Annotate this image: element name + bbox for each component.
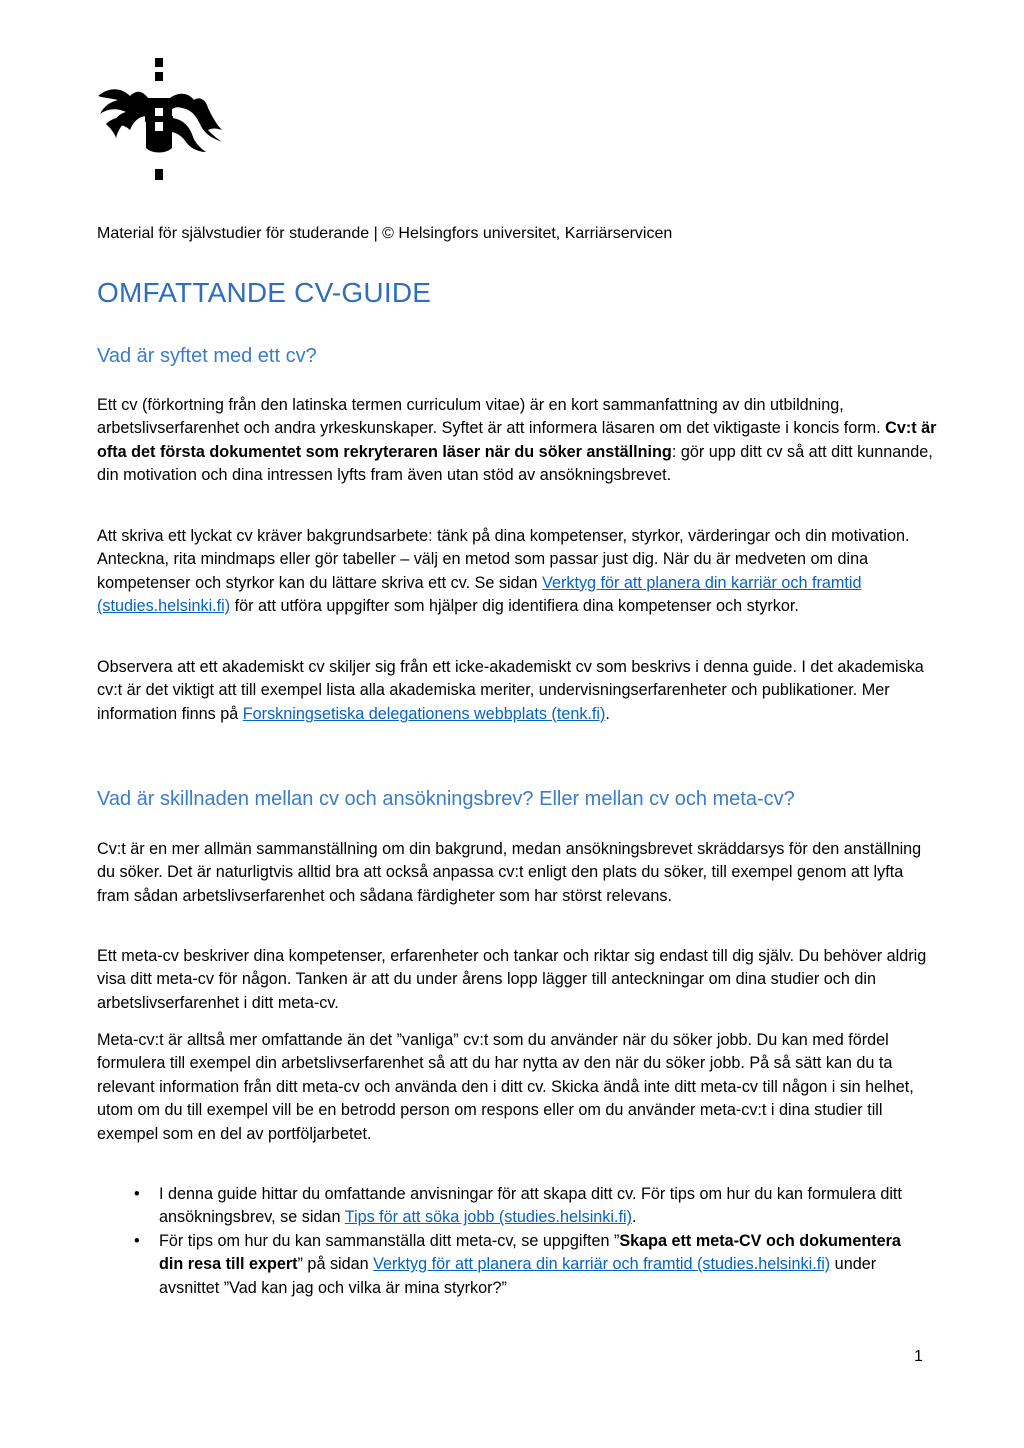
section-heading-difference: Vad är skillnaden mellan cv och ansökningsbrev? Eller mellan cv och meta-cv? <box>97 788 795 810</box>
text-span: För tips om hur du kan sammanställa ditt meta-cv, se uppgiften ” <box>159 1231 620 1250</box>
text-span: ” på sidan <box>297 1255 374 1274</box>
text-span: för att utföra uppgifter som hjälper dig identifiera dina kompetenser och styrkor. <box>230 597 799 616</box>
text-span: . <box>605 704 610 723</box>
bullet-icon: • <box>134 1231 140 1250</box>
header-attribution: Material för självstudier för studerande | © Helsingfors universitet, Karriärservicen <box>97 225 673 242</box>
text-span: Att skriva ett lyckat cv kräver bakgrundsarbete: tänk på dina kompetenser, styrkor, värderingar och din motivation. Anteckna, rita mindmaps eller gör tabeller – välj en metod som passar just dig. När du är medveten om dina kompetenser och styrkor kan du lättare skriva ett cv. Se sidan <box>97 527 910 592</box>
page-number: 1 <box>914 1348 923 1365</box>
link-career-tools[interactable]: Verktyg för att planera din karriär och framtid (studies.helsinki.fi) <box>97 573 862 616</box>
link-career-tools-2[interactable]: Verktyg för att planera din karriär och framtid (studies.helsinki.fi) <box>373 1255 831 1274</box>
paragraph-cv-definition <box>97 394 937 488</box>
university-logo-icon <box>96 58 224 182</box>
text-span: : gör upp ditt cv så att ditt kunnande, din motivation och dina intressen lyfts fram även utan stöd av ansökningsbrevet. <box>97 442 933 485</box>
section-heading-purpose: Vad är syftet med ett cv? <box>97 345 317 367</box>
paragraph-background-work <box>97 525 937 619</box>
page-title: OMFATTANDE CV-GUIDE <box>97 277 432 308</box>
text-span: Ett cv (förkortning från den latinska termen curriculum vitae) är en kort sammanfattning av din utbildning, arbetslivserfarenhet och andra yrkeskunskaper. Syftet är att informera läsaren om det viktigaste i koncis form. <box>97 396 886 438</box>
paragraph-meta-cv-usage: Meta-cv:t är alltså mer omfattande än det ”vanliga” cv:t som du använder när du söker jobb. Du kan med fördel formulera till exempel din arbetslivserfarenhet så att du har nytta av den när du söker jobb. På så sätt kan du ta relevant information från ditt meta-cv och använda den i ditt cv. Skicka ändå inte ditt meta-cv till någon i sin helhet, utom om du till exempel vill be en betrodd person om respons eller om du använder meta-cv:t i dina studier till exempel som en del av portföljarbetet. <box>97 1031 914 1143</box>
bold-text: Cv:t är ofta det första dokumentet som rekryteraren läser när du söker anställning <box>97 419 937 461</box>
text-span: Observera att ett akademiskt cv skiljer sig från ett icke-akademiskt cv som beskrivs i denna guide. I det akademiska cv:t är det viktigt att till exempel lista alla akademiska meriter, undervisningserfarenheter och publikationer. Mer information finns på <box>97 658 924 723</box>
link-job-tips[interactable]: Tips för att söka jobb (studies.helsinki.fi) <box>344 1208 632 1227</box>
text-span: under avsnittet ”Vad kan jag och vilka är mina styrkor?” <box>159 1255 877 1297</box>
list-item <box>97 1230 927 1300</box>
text-span: I denna guide hittar du omfattande anvisningar för att skapa ditt cv. För tips om hur du kan formulera ditt ansökningsbrev, se sidan <box>159 1185 902 1227</box>
paragraph-meta-cv: Ett meta-cv beskriver dina kompetenser, erfarenheter och tankar och riktar sig endast till dig själv. Du behöver aldrig visa ditt meta-cv för någon. Tanken är att du under årens lopp lägger till anteckningar om dina studier och din arbetslivserfarenhet i ditt meta-cv. <box>97 947 927 1012</box>
bullet-icon: • <box>134 1185 140 1203</box>
bold-text: Skapa ett meta-CV och dokumentera din resa till expert <box>159 1231 901 1274</box>
text-span: . <box>631 1208 637 1227</box>
link-tenk[interactable]: Forskningsetiska delegationens webbplats (tenk.fi) <box>242 704 606 723</box>
paragraph-cv-vs-letter: Cv:t är en mer allmän sammanställning om din bakgrund, medan ansökningsbrevet skräddarsys för den anställning du söker. Det är naturligtvis alltid bra att också anpassa cv:t enligt den plats du söker, till exempel genom att lyfta fram sådan arbetslivserfarenhet och sådana färdigheter som har störst relevans. <box>97 840 922 905</box>
bullet-list <box>97 1183 927 1300</box>
paragraph-academic-cv <box>97 656 937 726</box>
list-item <box>97 1183 927 1230</box>
